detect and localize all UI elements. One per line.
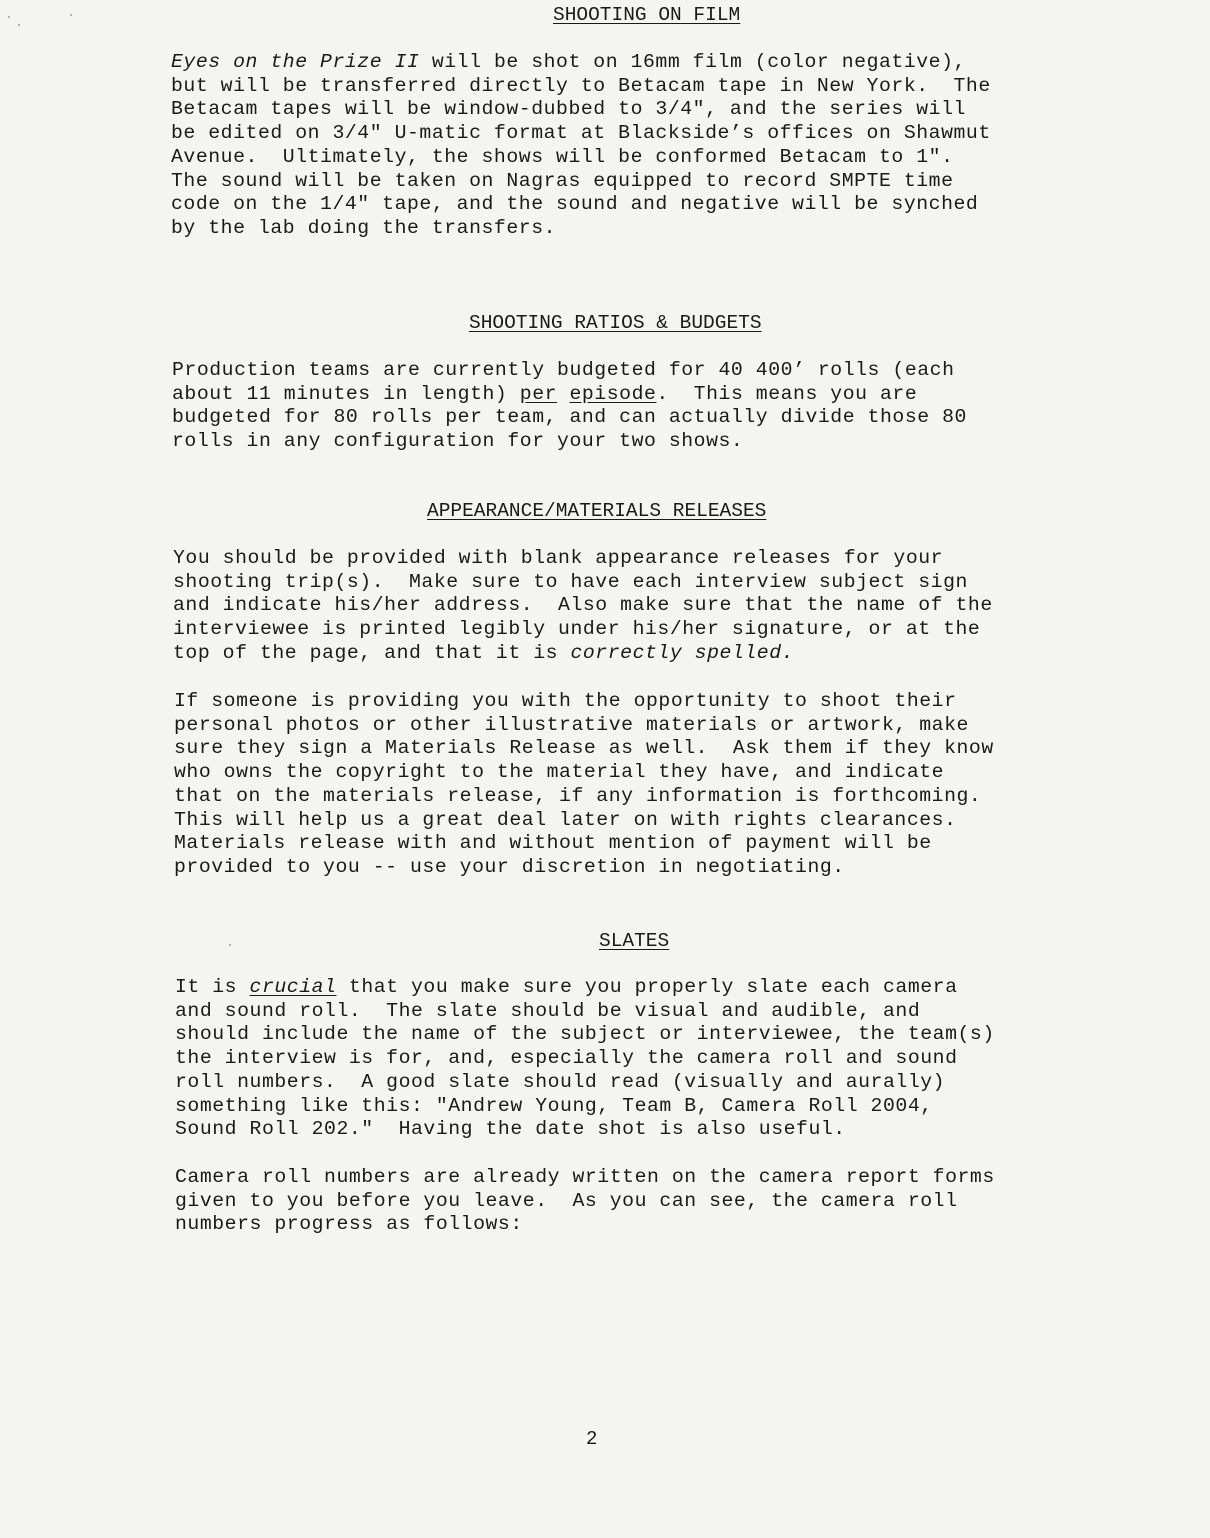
scan-speck	[18, 24, 20, 26]
text-fragment: It is	[175, 976, 250, 998]
page-number: 2	[586, 1428, 598, 1450]
text-line: something like this: "Andrew Young, Team B, Camera Roll 2004,	[175, 1094, 933, 1117]
text-line	[171, 51, 1131, 75]
text-line: shooting trip(s). Make sure to have each interview subject sign	[173, 570, 968, 593]
text-line: Avenue. Ultimately, the shows will be conformed Betacam to 1".	[171, 145, 954, 168]
heading-appearance-materials-releases: APPEARANCE/MATERIALS RELEASES	[427, 500, 767, 522]
text-line: that on the materials release, if any information is forthcoming.	[174, 784, 982, 807]
series-title: Eyes on the Prize II	[171, 51, 420, 73]
emphasis-correctly-spelled: correctly spelled.	[570, 641, 795, 664]
paragraph-releases-2	[174, 690, 1134, 880]
text-line: the interview is for, and, especially the camera roll and sound	[175, 1047, 958, 1070]
text-line: interviewee is printed legibly under his/her signature, or at the	[173, 618, 981, 641]
text-line: The sound will be taken on Nagras equipped to record SMPTE time	[171, 169, 954, 192]
text-line	[173, 642, 1133, 666]
text-line: You should be provided with blank appearance releases for your	[173, 547, 944, 569]
paragraph-releases-1	[173, 547, 1133, 666]
heading-shooting-ratios-budgets: SHOOTING RATIOS & BUDGETS	[469, 312, 762, 334]
text-fragment: . This means you are	[656, 382, 918, 405]
scan-speck	[8, 16, 10, 18]
text-fragment: that you make sure you properly slate each camera	[336, 976, 958, 998]
text-fragment: top of the page, and that it is	[173, 641, 571, 664]
heading-shooting-on-film: SHOOTING ON FILM	[553, 4, 741, 26]
paragraph-shooting-ratios	[172, 359, 1132, 454]
emphasis-per: per	[519, 382, 558, 405]
paragraph-shooting-on-film	[171, 51, 1131, 241]
text-line: and sound roll. The slate should be visual and audible, and	[175, 999, 921, 1022]
text-line: Camera roll numbers are already written on the camera report forms	[175, 1166, 995, 1188]
text-line: If someone is providing you with the opportunity to shoot their	[174, 690, 957, 712]
text-fragment	[557, 383, 569, 405]
text-line: Betacam tapes will be window-dubbed to 3/4", and the series will	[171, 98, 966, 121]
text-line: Production teams are currently budgeted for 40 400’ rolls (each	[172, 359, 955, 381]
text-fragment: will be shot on 16mm film (color negative),	[419, 51, 966, 73]
text-line: Sound Roll 202." Having the date shot is also useful.	[175, 1118, 846, 1141]
text-line: roll numbers. A good slate should read (visually and aurally)	[175, 1070, 946, 1093]
text-line: by the lab doing the transfers.	[171, 216, 557, 239]
text-line: and indicate his/her address. Also make sure that the name of the	[173, 594, 993, 617]
paragraph-slates-2	[175, 1166, 1135, 1237]
text-line: budgeted for 80 rolls per team, and can actually divide those 80	[172, 406, 967, 429]
emphasis-episode: episode	[569, 382, 657, 405]
text-fragment: about 11 minutes in length)	[172, 382, 520, 405]
text-line	[172, 383, 1132, 407]
text-line: numbers progress as follows:	[175, 1213, 523, 1236]
text-line: code on the 1/4" tape, and the sound and negative will be synched	[171, 193, 979, 216]
text-line: This will help us a great deal later on with rights clearances.	[174, 808, 957, 831]
text-line: personal photos or other illustrative materials or artwork, make	[174, 713, 969, 736]
text-line: provided to you -- use your discretion in negotiating.	[174, 855, 845, 878]
heading-slates: SLATES	[599, 930, 670, 952]
text-line: but will be transferred directly to Betacam tape in New York. The	[171, 74, 991, 97]
text-line: should include the name of the subject or interviewee, the team(s)	[175, 1023, 995, 1046]
text-line: rolls in any configuration for your two shows.	[172, 430, 744, 453]
emphasis-crucial: crucial	[249, 976, 337, 998]
scan-speck	[70, 14, 72, 16]
paragraph-slates-1	[175, 976, 1135, 1142]
text-line	[175, 976, 1135, 1000]
scan-speck	[229, 944, 231, 946]
text-line: sure they sign a Materials Release as well. Ask them if they know	[174, 737, 994, 760]
text-line: given to you before you leave. As you can see, the camera roll	[175, 1189, 958, 1212]
text-line: be edited on 3/4" U-matic format at Blackside’s offices on Shawmut	[171, 122, 991, 145]
text-line: who owns the copyright to the material they have, and indicate	[174, 761, 945, 784]
text-line: Materials release with and without mention of payment will be	[174, 832, 932, 855]
